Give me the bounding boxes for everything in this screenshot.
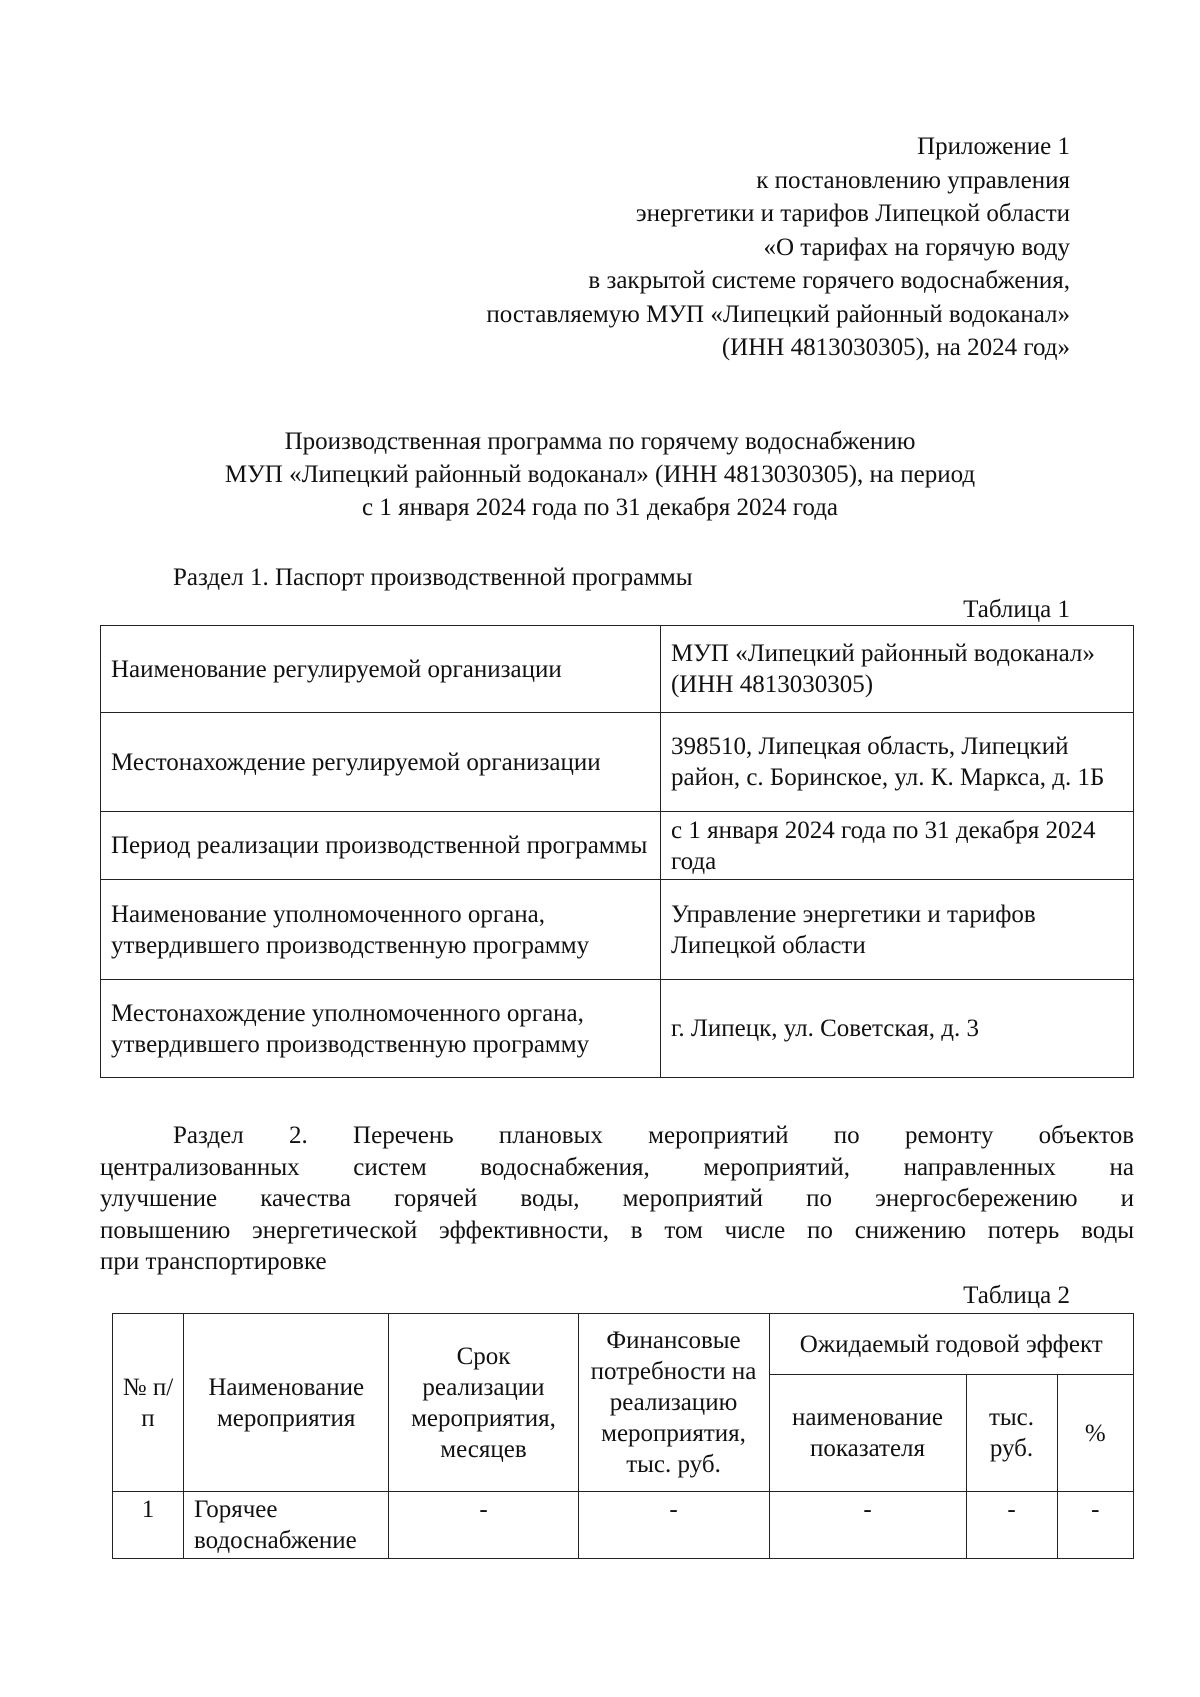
section1-heading: Раздел 1. Паспорт производственной программы <box>173 564 693 591</box>
passport-table <box>100 625 1134 1078</box>
table1-caption: Таблица 1 <box>963 596 1070 623</box>
header-num: № п/п <box>113 1314 184 1492</box>
appendix-line: «О тарифах на горячую воду <box>763 233 1070 261</box>
section2-line: улучшение качества горячей воды, мероприятий по энергосбережению и <box>100 1185 1134 1212</box>
row-label: Наименование регулируемой организации <box>101 626 661 713</box>
table-row <box>113 1492 1134 1559</box>
measures-table <box>112 1313 1134 1559</box>
row-label: Период реализации производственной программы <box>101 812 661 880</box>
row-value: МУП «Липецкий районный водоканал» (ИНН 4813030305) <box>660 626 1133 713</box>
cell-pct: - <box>1057 1492 1134 1559</box>
cell-num: 1 <box>113 1492 184 1559</box>
cell-name: Горячее водоснабжение <box>183 1492 389 1559</box>
section2-line: Раздел 2. Перечень плановых мероприятий по ремонту объектов <box>173 1122 1134 1149</box>
header-pct: % <box>1057 1375 1134 1492</box>
program-title <box>100 425 1100 524</box>
row-value: Управление энергетики и тарифов Липецкой области <box>660 880 1133 980</box>
table-row <box>101 880 1134 980</box>
appendix-line: (ИНН 4813030305), на 2024 год» <box>721 334 1070 361</box>
header-indicator: наименование показателя <box>769 1375 966 1492</box>
section2-line: при транспортировке <box>100 1248 327 1275</box>
table-header-row <box>113 1314 1134 1375</box>
appendix-line: Приложение 1 <box>917 133 1070 160</box>
cell-term: - <box>389 1492 578 1559</box>
title-line: с 1 января 2024 года по 31 декабря 2024 года <box>361 494 839 521</box>
cell-rub: - <box>966 1492 1057 1559</box>
table-row <box>101 713 1134 812</box>
row-label: Наименование уполномоченного органа, утвердившего производственную программу <box>101 880 661 980</box>
title-line: МУП «Липецкий районный водоканал» (ИНН 4813030305), на период <box>224 461 976 488</box>
appendix-line: энергетики и тарифов Липецкой области <box>635 200 1070 227</box>
row-label: Местонахождение регулируемой организации <box>101 713 661 812</box>
appendix-line: в закрытой системе горячего водоснабжения, <box>588 267 1070 294</box>
row-value: 398510, Липецкая область, Липецкий район, с. Боринское, ул. К. Маркса, д. 1Б <box>660 713 1133 812</box>
cell-indicator: - <box>769 1492 966 1559</box>
table-row <box>101 980 1134 1078</box>
section2-heading <box>100 1120 1134 1278</box>
table-row <box>101 626 1134 713</box>
header-name: Наименование мероприятия <box>183 1314 389 1492</box>
header-rub: тыс. руб. <box>966 1375 1057 1492</box>
header-effect: Ожидаемый годовой эффект <box>769 1314 1134 1375</box>
cell-finance: - <box>578 1492 769 1559</box>
row-value: г. Липецк, ул. Советская, д. 3 <box>660 980 1133 1078</box>
row-value: с 1 января 2024 года по 31 декабря 2024 года <box>660 812 1133 880</box>
appendix-line: к постановлению управления <box>756 166 1070 194</box>
title-line: Производственная программа по горячему водоснабжению <box>284 428 916 455</box>
header-term: Срок реализации мероприятия, месяцев <box>389 1314 578 1492</box>
table-row <box>101 812 1134 880</box>
appendix-line: поставляемую МУП «Липецкий районный водоканал» <box>486 300 1070 328</box>
row-label: Местонахождение уполномоченного органа, утвердившего производственную программу <box>101 980 661 1078</box>
section2-line: повышению энергетической эффективности, в том числе по снижению потерь воды <box>100 1216 1134 1244</box>
appendix-note <box>486 130 1070 365</box>
section2-line: централизованных систем водоснабжения, мероприятий, направленных на <box>100 1153 1134 1181</box>
table2-caption: Таблица 2 <box>963 1282 1070 1309</box>
header-finance: Финансовые потребности на реализацию мероприятия, тыс. руб. <box>578 1314 769 1492</box>
